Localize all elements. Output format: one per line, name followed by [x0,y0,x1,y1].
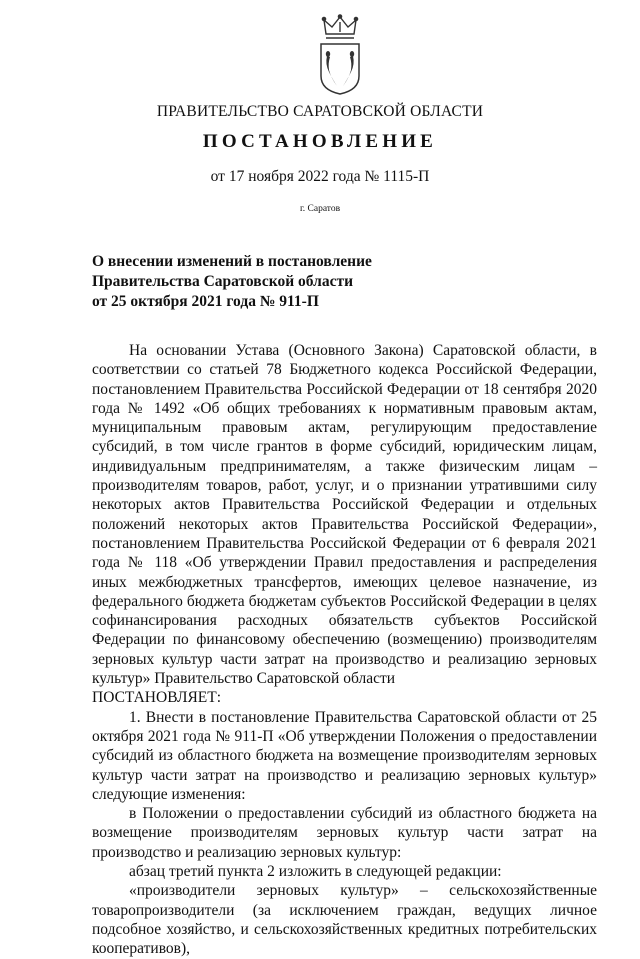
paragraph-resolves: ПОСТАНОВЛЯЕТ: [92,689,222,707]
document-date-number: от 17 ноября 2022 года № 1115-П [210,168,430,185]
document-body [92,341,597,959]
title-line: Правительства Саратовской области [92,273,353,290]
title-line: от 25 октября 2021 года № 911-П [92,293,319,310]
document-type: ПОСТАНОВЛЕНИЕ [202,131,438,152]
document-title [92,252,422,312]
coat-of-arms-icon [317,14,363,96]
document-city: г. Саратов [299,204,341,214]
paragraph-item-1: 1. Внести в постановление Правительства Саратовской области от 25 октября 2021 года № 911-П «Об утверждении Положения о предоставлении субсидий из областного бюджета на возмещение производителям зерновых культур части затрат на производство и реализацию зерновых культур» следующие изменения: [92,708,597,803]
paragraph-regulation: в Положении о предоставлении субсидий из областного бюджета на возмещение производителям зерновых культур части затрат на производство и реализацию зерновых культур: [92,805,597,861]
paragraph-basis: На основании Устава (Основного Закона) Саратовской области, в соответствии со статьей 78 Бюджетного кодекса Российской Федерации, постановлением Правительства Российской Федерации от 18 сентября 2020 года № 1492 «Об общих требованиях к нормативным правовым актам, муниципальным правовым актам, регулирующим предоставление субсидий, в том числе грантов в форме субсидий, юридическим лицам, индивидуальным предпринимателям, а также физическим лицам – производителям товаров, работ, услуг, и о признании утратившими силу некоторых актов Правительства Российской Федерации и отдельных положений некоторых актов Правительства Российской Федерации», постановлением Правительства Российской Федерации от 6 февраля 2021 года № 118 «Об утверждении Правил предоставления и распределения иных межбюджетных трансфертов, имеющих целевое назначение, из федерального бюджета бюджетам субъектов Российской Федерации в целях софинансирования расходных обязательств субъектов Российской Федерации по финансовому обеспечению (возмещению) производителям зерновых культур части затрат на производство и реализацию зерновых культур» Правительство Саратовской области [92,342,597,688]
government-name: ПРАВИТЕЛЬСТВО САРАТОВСКОЙ ОБЛАСТИ [156,103,484,120]
paragraph-definition: «производители зерновых культур» – сельскохозяйственные товаропроизводители (за исключением граждан, ведущих личное подсобное хозяйство, и сельскохозяйственных кредитных потребительских кооперативов), [92,882,597,958]
title-line: О внесении изменений в постановление [92,253,372,270]
paragraph-amendment: абзац третий пункта 2 изложить в следующей редакции: [129,863,502,881]
